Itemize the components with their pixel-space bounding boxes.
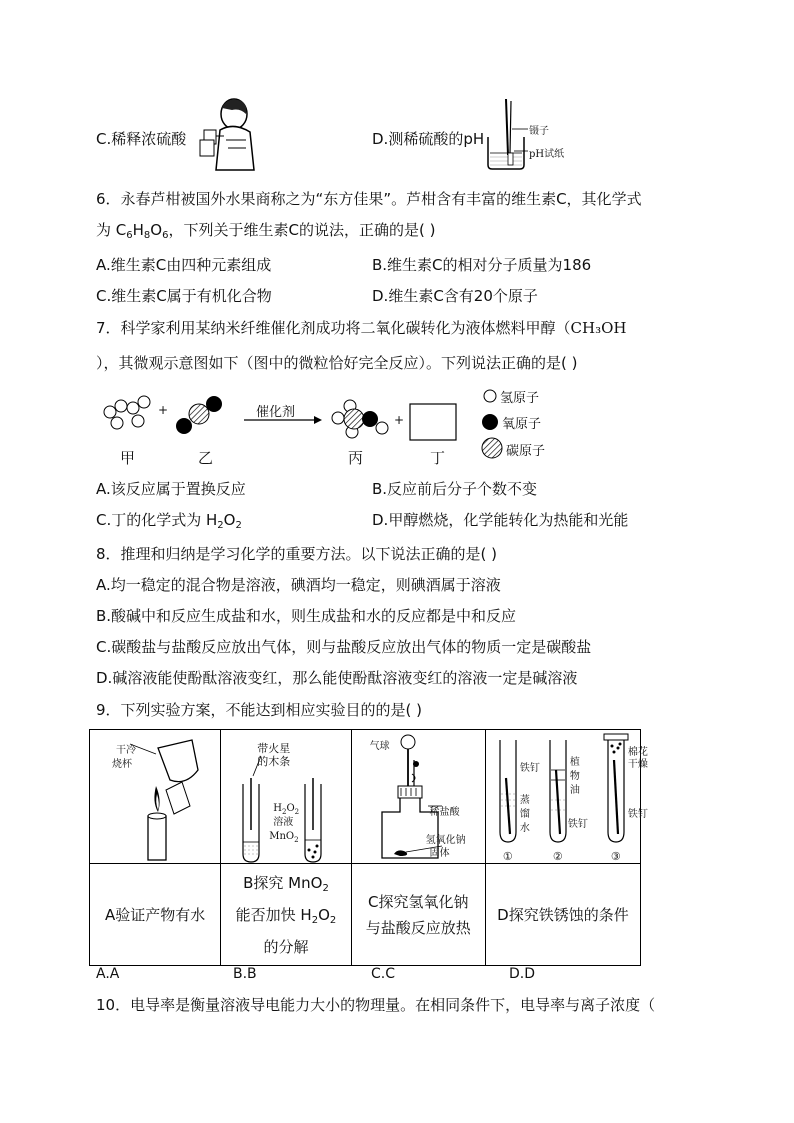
fig-d-water-label-3: 水	[519, 823, 530, 834]
fig-c-naoh-label-2: 固体	[429, 848, 450, 859]
fig-b-splint-label-1: 带火星	[257, 742, 291, 755]
plus-sign-1: +	[158, 403, 169, 417]
q8-option-a: A.均一稳定的混合物是溶液，碘酒均一稳定，则碘酒属于溶液	[96, 576, 501, 594]
product-ding-box	[410, 404, 456, 440]
tweezers-label: 镊子	[529, 126, 549, 137]
fig-d-number-2: ②	[552, 850, 563, 863]
fig-d-number-3: ③	[610, 850, 621, 863]
fig-d-nail-label-2: 铁钉	[567, 819, 588, 830]
q5-option-c: C.稀释浓硫酸	[96, 130, 187, 148]
q6-option-a: A.维生素C由四种元素组成	[96, 256, 272, 274]
label-jia: 甲	[120, 449, 136, 467]
fig-d-cotton-label-1: 棉花	[627, 747, 648, 758]
fig-d-cotton-label-2: 干燥	[627, 759, 648, 770]
cell-b: B探究 MnO$_2$ 能否加快 $H_2O_2$ 的分解	[221, 864, 351, 966]
plus-sign-2: +	[394, 413, 405, 427]
q6-stem-line1: 6．永春芦柑被国外水果商称之为“东方佳果”。芦柑含有丰富的维生素C，其化学式	[96, 190, 642, 208]
fig-c-acid-label: 稀盐酸	[429, 807, 460, 818]
label-ding: 丁	[430, 449, 446, 467]
q7-option-b: B.反应前后分子个数不变	[372, 480, 538, 498]
q6-option-c: C.维生素C属于有机化合物	[96, 287, 272, 305]
reactant-jia-h2-molecules	[104, 396, 150, 429]
legend-carbon: 碳原子	[506, 444, 546, 459]
label-bing: 丙	[348, 449, 364, 467]
fig-b-solution-label: 溶液	[273, 817, 294, 828]
q6-option-d: D.维生素C含有20个原子	[372, 287, 538, 305]
legend-hydrogen: 氢原子	[500, 391, 540, 406]
q8-option-c: C.碳酸盐与盐酸反应放出气体，则与盐酸反应放出气体的物质一定是碳酸盐	[96, 638, 592, 656]
q9-option-a: A.A	[96, 966, 120, 982]
q5-option-d: D.测稀硫酸的pH	[372, 130, 485, 148]
q9-experiment-table	[89, 729, 648, 966]
q7-option-d: D.甲醇燃烧，化学能转化为热能和光能	[372, 511, 629, 529]
legend-oxygen: 氧原子	[502, 417, 542, 432]
fig-d-number-1: ①	[502, 850, 513, 863]
product-bing-methanol-molecule	[332, 400, 388, 438]
q8-option-b: B.酸碱中和反应生成盐和水，则生成盐和水的反应都是中和反应	[96, 607, 517, 625]
cell-c: C探究氢氧化钠 与盐酸反应放热	[351, 864, 485, 966]
fig-a-label-2: 烧杯	[112, 759, 132, 770]
reactant-yi-co2-molecule	[176, 396, 222, 434]
q7-stem-line2: ），其微观示意图如下（图中的微粒恰好完全反应）。下列说法正确的是( )	[96, 354, 578, 372]
q9-option-b: B.B	[233, 966, 257, 982]
q9-option-d: D.D	[509, 966, 536, 982]
ph-paper-label: pH试纸	[529, 149, 565, 160]
dilute-acid-illustration	[196, 96, 258, 172]
catalyst-label: 催化剂	[256, 405, 296, 420]
label-yi: 乙	[198, 449, 214, 467]
fig-b-h2o2-label: $H_2O_2$	[273, 803, 300, 816]
q8-option-d: D.碱溶液能使酚酞溶液变红，那么能使酚酞溶液变红的溶液一定是碱溶液	[96, 669, 578, 687]
fig-b-splint-label-2: 的木条	[257, 755, 291, 768]
cell-a: A验证产物有水	[90, 864, 221, 966]
fig-d-oil-label-1: 植	[569, 757, 580, 768]
q6-stem-line2: 为 $C_6H_8O_6$，下列关于维生素C的说法，正确的是( )	[96, 221, 436, 241]
q10-stem: 10．电导率是衡量溶液导电能力大小的物理量。在相同条件下，电导率与离子浓度（	[96, 996, 656, 1014]
fig-d-oil-label-2: 物	[569, 771, 580, 782]
fig-d-water-label-1: 蒸	[519, 795, 530, 806]
q8-stem: 8．推理和归纳是学习化学的重要方法。以下说法正确的是( )	[96, 545, 498, 563]
q9-stem: 9．下列实验方案，不能达到相应实验目的的是( )	[96, 701, 423, 719]
fig-b-mno2-label: MnO$_2$	[269, 831, 299, 844]
fig-d-oil-label-3: 油	[569, 785, 580, 796]
fig-c-balloon-label: 气球	[369, 741, 390, 752]
q9-option-c: C.C	[371, 966, 396, 982]
q7-option-a: A.该反应属于置换反应	[96, 480, 246, 498]
fig-d-nail-label-3: 铁钉	[627, 809, 648, 820]
fig-d-cell	[485, 730, 648, 864]
q7-stem-line1: 7．科学家利用某纳米纤维催化剂成功将二氧化碳转化为液体燃料甲醇（CH₃OH	[96, 319, 627, 337]
fig-c-cell	[351, 730, 485, 864]
q7-option-c: C.丁的化学式为 $H_2O_2$	[96, 511, 242, 531]
fig-a-candle-beaker	[90, 730, 221, 864]
q6-option-b: B.维生素C的相对分子质量为186	[372, 256, 592, 274]
fig-b-cell	[221, 730, 351, 864]
cell-d: D探究铁锈蚀的条件	[485, 864, 640, 966]
fig-a-label-1: 干冷	[116, 745, 136, 756]
fig-c-naoh-label-1: 氢氧化钠	[425, 835, 466, 846]
fig-d-nail-label-1: 铁钉	[519, 763, 540, 774]
fig-d-water-label-2: 馏	[519, 809, 530, 820]
fig-a-cell	[90, 730, 221, 864]
